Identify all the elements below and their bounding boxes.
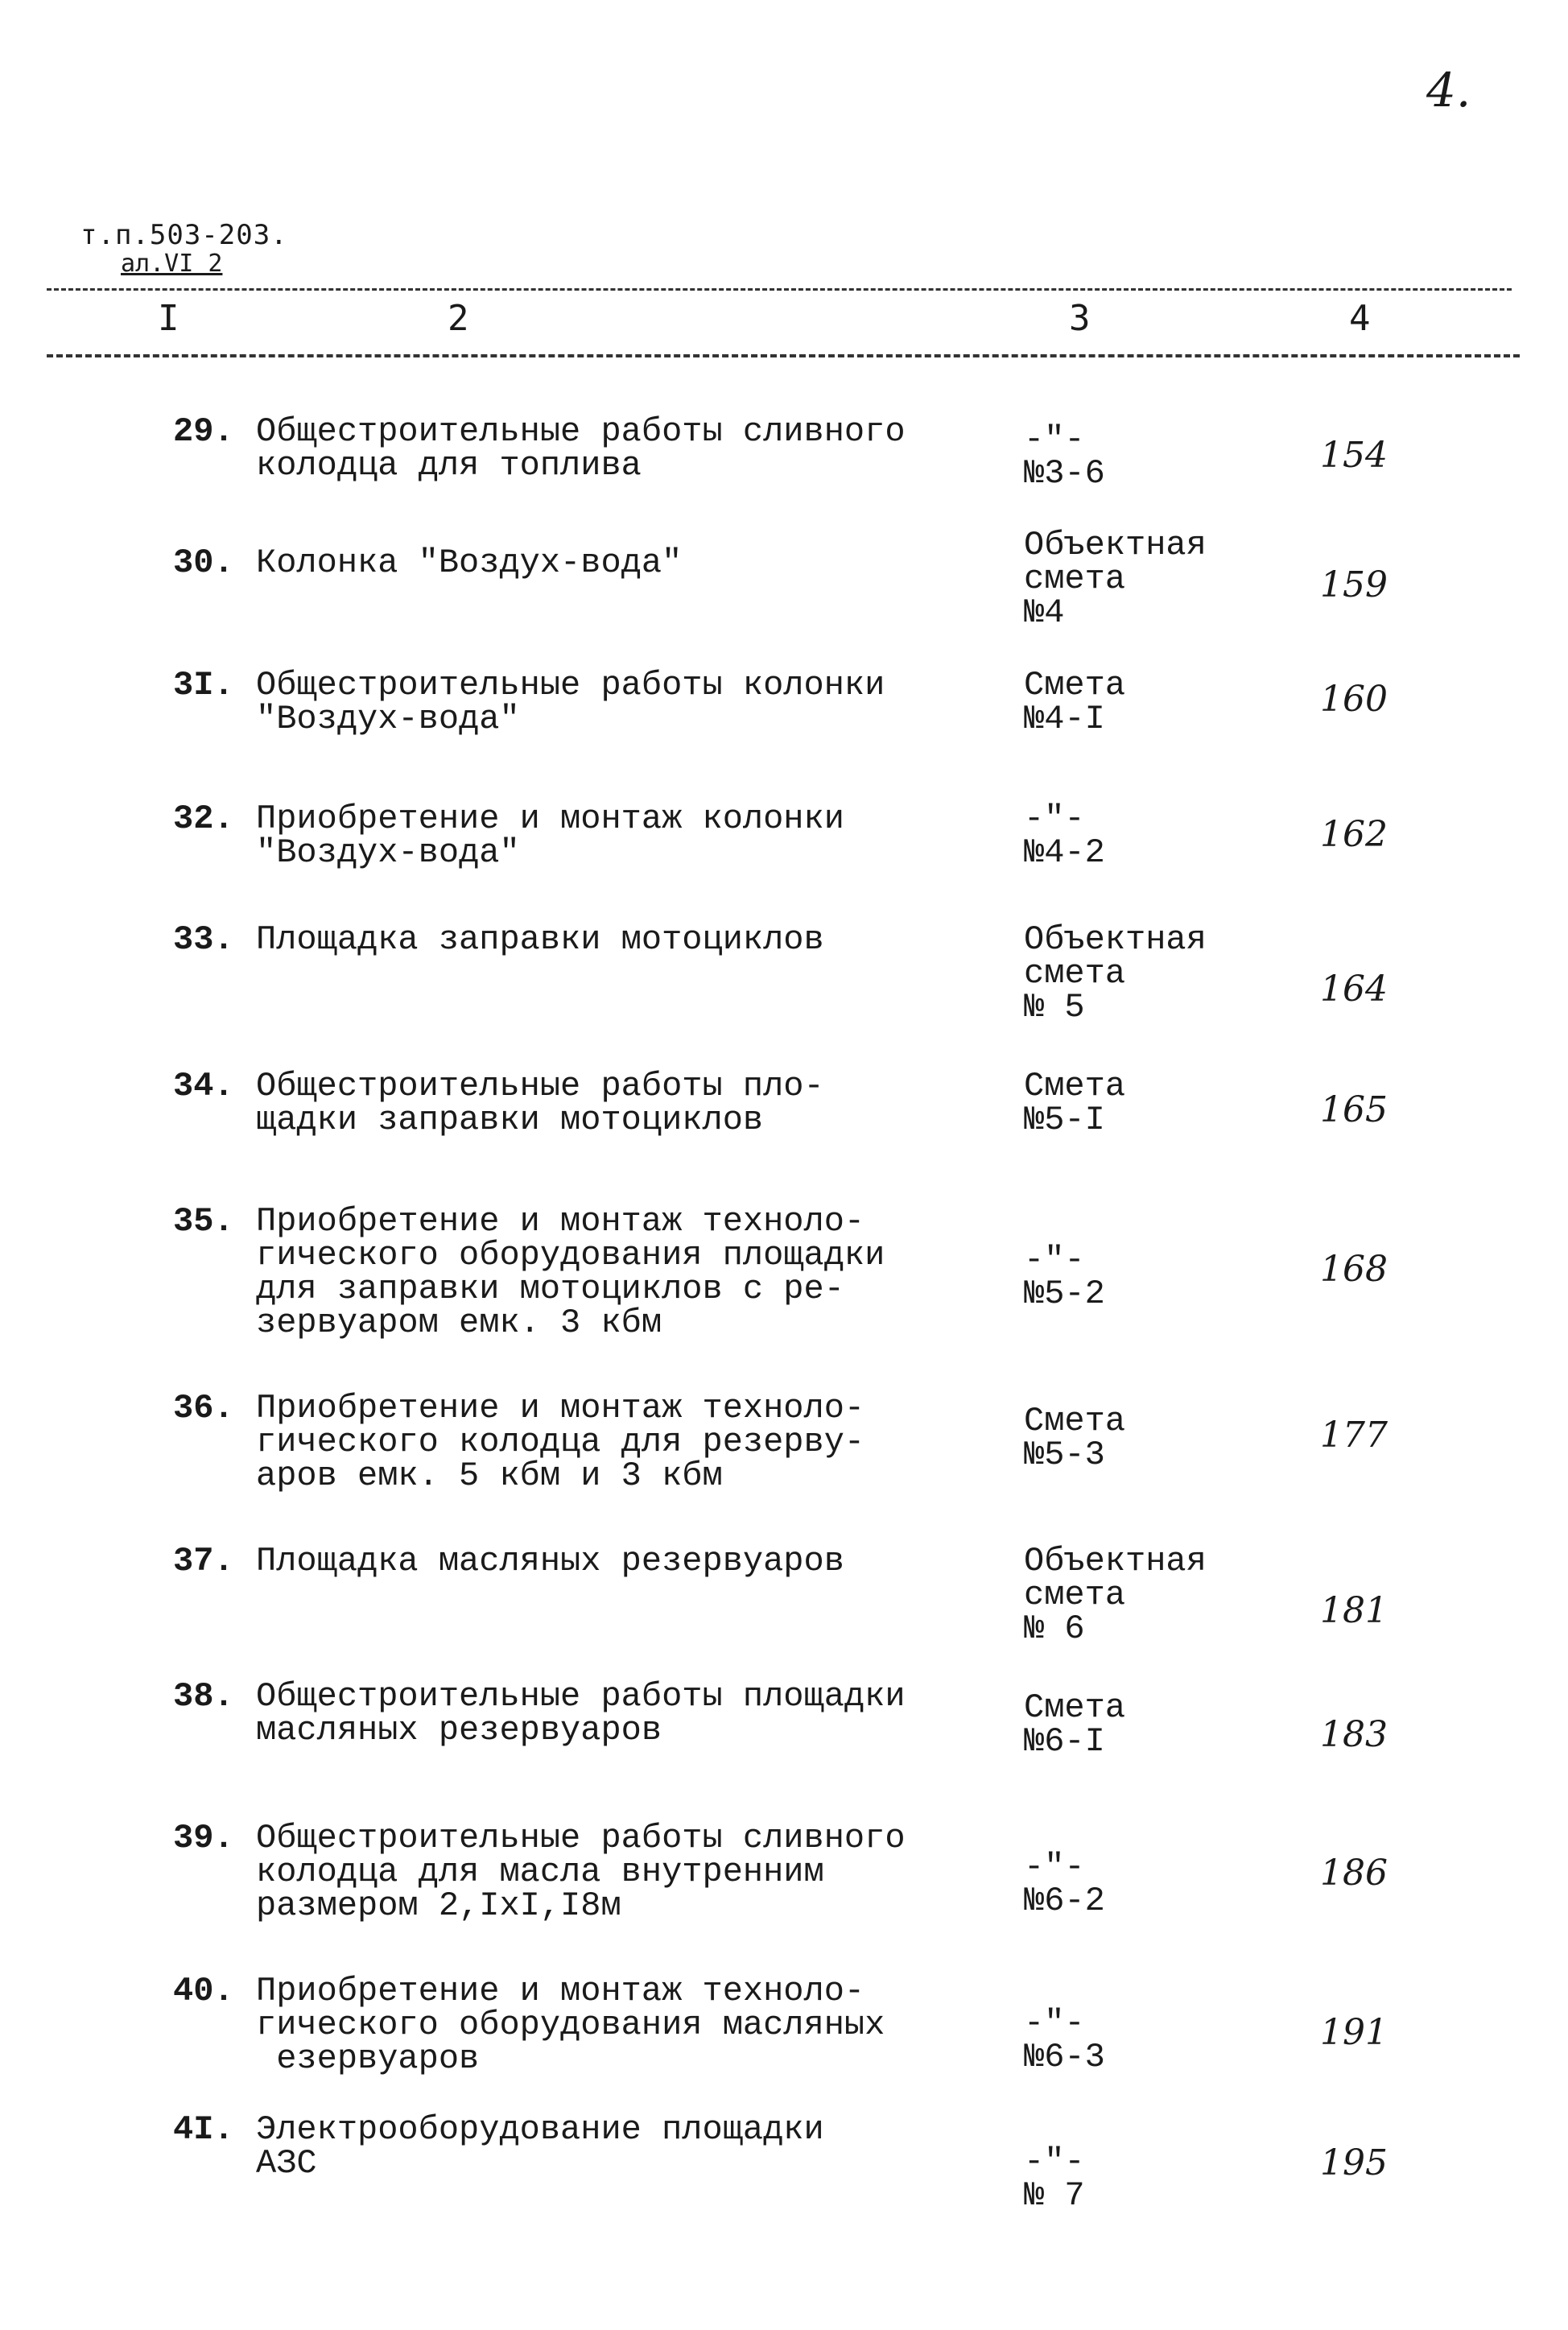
row-description: Приобретение и монтаж техноло- гического колодца для резерву- аров емк. 5 кбм и 3 кбм: [256, 1389, 865, 1495]
row-description: Колонка "Воздух-вода": [256, 543, 683, 582]
column-header-2: 2: [448, 298, 469, 339]
row-number: 38.: [173, 1677, 234, 1716]
row-description: Приобретение и монтаж техноло- гического оборудования площадки для заправки мотоциклов с ре- зервуаром емк. 3 кбм: [256, 1202, 885, 1342]
document-code: т.п.503-203.: [80, 219, 288, 251]
row-description: Электрооборудование площадки АЗС: [256, 2110, 824, 2183]
row-estimate-ref: Смета №4-I: [1024, 666, 1126, 738]
row-description: Общестроительные работы колонки "Воздух-вода": [256, 666, 885, 738]
row-page-ref: 177: [1320, 1415, 1388, 1456]
row-page-ref: 191: [1320, 2012, 1388, 2053]
row-number: 32.: [173, 799, 234, 838]
row-estimate-ref: -"- № 7: [1024, 2142, 1085, 2215]
row-estimate-ref: -"- №3-6: [1024, 420, 1105, 493]
row-number: 35.: [173, 1202, 234, 1241]
row-page-ref: 195: [1320, 2142, 1388, 2183]
header-rule-top: [47, 288, 1512, 291]
row-page-ref: 168: [1320, 1249, 1388, 1290]
row-number: 30.: [173, 543, 234, 582]
row-description: Общестроительные работы сливного колодца для масла внутренним размером 2,IxI,I8м: [256, 1819, 906, 1925]
row-page-ref: 165: [1320, 1089, 1388, 1130]
row-number: 40.: [173, 1972, 234, 2010]
row-estimate-ref: -"- №5-2: [1024, 1241, 1105, 1313]
row-number: 37.: [173, 1542, 234, 1580]
row-description: Площадка масляных резервуаров: [256, 1542, 844, 1580]
row-page-ref: 186: [1320, 1853, 1388, 1894]
row-estimate-ref: -"- №6-2: [1024, 1848, 1105, 1920]
column-header-1: I: [158, 298, 179, 339]
column-header-3: 3: [1069, 298, 1091, 339]
row-page-ref: 154: [1320, 435, 1388, 476]
row-description: Общестроительные работы пло- щадки заправки мотоциклов: [256, 1067, 824, 1139]
row-page-ref: 181: [1320, 1590, 1388, 1631]
row-number: 3I.: [173, 666, 234, 704]
row-estimate-ref: Смета №6-I: [1024, 1688, 1126, 1761]
row-description: Приобретение и монтаж колонки "Воздух-вода": [256, 799, 844, 872]
row-number: 29.: [173, 412, 234, 451]
row-description: Приобретение и монтаж техноло- гического оборудования масляных езервуаров: [256, 1972, 885, 2078]
row-estimate-ref: Объектная смета № 6: [1024, 1542, 1207, 1648]
row-page-ref: 159: [1320, 564, 1388, 605]
row-estimate-ref: -"- №4-2: [1024, 799, 1105, 872]
row-page-ref: 164: [1320, 969, 1388, 1010]
header-rule-bottom: [47, 354, 1520, 357]
row-estimate-ref: Смета №5-3: [1024, 1402, 1126, 1474]
sheet-reference: ал.VI 2: [121, 250, 223, 278]
row-estimate-ref: Объектная смета №4: [1024, 526, 1207, 632]
row-page-ref: 162: [1320, 814, 1388, 855]
row-description: Площадка заправки мотоциклов: [256, 920, 824, 959]
row-estimate-ref: Объектная смета № 5: [1024, 920, 1207, 1027]
row-number: 33.: [173, 920, 234, 959]
column-header-4: 4: [1349, 298, 1371, 339]
row-description: Общестроительные работы площадки масляных резервуаров: [256, 1677, 906, 1750]
row-description: Общестроительные работы сливного колодца для топлива: [256, 412, 906, 485]
row-number: 4I.: [173, 2110, 234, 2149]
row-number: 39.: [173, 1819, 234, 1857]
page-number: 4.: [1426, 63, 1471, 118]
row-page-ref: 183: [1320, 1714, 1388, 1755]
row-number: 34.: [173, 1067, 234, 1105]
row-estimate-ref: -"- №6-3: [1024, 2004, 1105, 2076]
row-page-ref: 160: [1320, 679, 1388, 720]
row-estimate-ref: Смета №5-I: [1024, 1067, 1126, 1139]
row-number: 36.: [173, 1389, 234, 1427]
